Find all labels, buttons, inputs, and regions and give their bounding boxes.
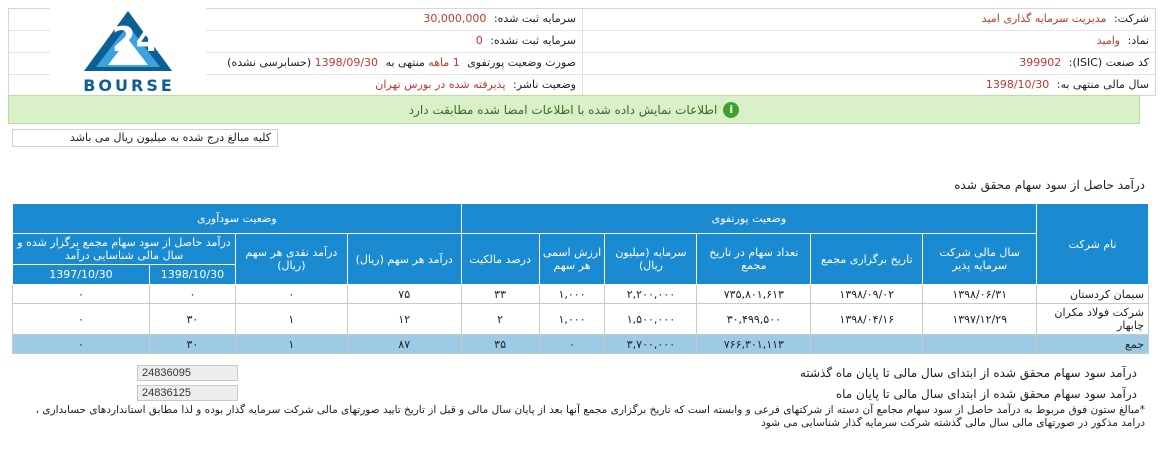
total-row [13,335,1149,354]
header-investment: سرمایه (میلیون ریال) [605,234,697,285]
footnote [5,404,1145,430]
row-investment: ۲,۲۰۰,۰۰۰ [605,285,697,304]
row-y1398: ۳۰ [149,304,235,335]
row-company[interactable]: سیمان کردستان [1037,285,1149,304]
row-dps: ۰ [235,285,347,304]
logo-numeral: 24 [112,20,160,60]
total-dps: ۱ [235,335,347,354]
company-label: شرکت: [1113,12,1149,25]
dividend-income-table [12,203,1149,354]
header-fiscal-year: سال مالی شرکت سرمایه پذیر [923,234,1037,285]
company-value[interactable]: مدیریت سرمایه گذاری امید [981,12,1107,25]
isic-cell [582,53,1155,74]
info-check-icon: i [723,102,739,118]
symbol-label: نماد: [1127,34,1149,47]
header-profit-group: وضعیت سودآوری [13,204,462,234]
total-label: جمع [1037,335,1149,354]
fiscal-cell [582,75,1155,96]
row-ownership: ۲ [461,304,539,335]
unregistered-capital-value: 0 [475,34,483,47]
total-shares: ۷۶۶,۳۰۱,۱۱۳ [697,335,811,354]
report-audit-status: (حسابرسی نشده) [227,56,312,69]
capital-label: سرمایه ثبت شده: [493,12,576,25]
header-ownership: درصد مالکیت [461,234,539,285]
total-eps: ۸۷ [347,335,461,354]
logo-mark-icon [50,3,206,79]
fiscal-label: سال مالی منتهی به: [1056,78,1149,91]
table-row [13,304,1149,335]
table-row [13,285,1149,304]
footnote-line-2: درامد مذکور در صورتهای مالی سال مالی گذشته شرکت سرمایه گذار شناسایی می شود [761,417,1145,429]
verification-banner [8,95,1140,124]
total-investment: ۳,۷۰۰,۰۰۰ [605,335,697,354]
curr-month-income-label: درآمد سود سهام محقق شده از ابتدای سال مالی تا پایان ماه [835,387,1137,401]
logo-text: BOURSE [83,76,175,95]
row-investment: ۱,۵۰۰,۰۰۰ [605,304,697,335]
header-year-1397: 1397/10/30 [13,265,150,285]
total-fiscal-year [923,335,1037,354]
row-fiscal-year: ۱۳۹۸/۰۶/۳۱ [923,285,1037,304]
report-date: 1398/09/30 [314,56,379,69]
isic-value: 399902 [1019,56,1062,69]
row-y1398: ۰ [149,285,235,304]
curr-month-income-field[interactable] [137,385,238,401]
footnote-line-1: *مبالغ ستون فوق مربوط به درآمد حاصل از سود سهام مجامع آن دسته از شرکتهای فرعی و وابسته است که تاریخ برگزاری مجمع آنها بعد از پایان سال مالی و قبل از تاریخ تایید صورتهای مالی شرکت سرمایه گذار بوده و لذا مطابق استانداردهای حسابداری ، [35,404,1145,416]
row-ownership: ۳۳ [461,285,539,304]
banner-text: اطلاعات نمایش داده شده با اطلاعات امضا شده مطابقت دارد [408,102,718,117]
header-dps: درآمد نقدی هر سهم (ریال) [235,234,347,285]
symbol-value[interactable]: وامید [1096,34,1121,47]
row-meeting-date: ۱۳۹۸/۰۹/۰۲ [811,285,923,304]
header-shares: تعداد سهام در تاریخ مجمع [697,234,811,285]
report-label: صورت وضعیت پورتفوی [467,56,576,69]
row-y1397: ۰ [13,304,150,335]
fiscal-value: 1398/10/30 [985,78,1050,91]
total-par-value: ۰ [539,335,605,354]
company-cell [582,9,1155,30]
prev-month-income-label: درآمد سود سهام محقق شده از ابتدای سال مالی تا پایان ماه گذشته [799,366,1137,380]
row-eps: ۷۵ [347,285,461,304]
row-company[interactable]: شرکت فولاد مکران چابهار [1037,304,1149,335]
total-y1397: ۰ [13,335,150,354]
header-par-value: ارزش اسمی هر سهم [539,234,605,285]
row-par-value: ۱,۰۰۰ [539,285,605,304]
total-ownership: ۳۵ [461,335,539,354]
isic-label: کد صنعت (ISIC): [1068,56,1149,69]
total-meeting-date [811,335,923,354]
header-eps: درآمد هر سهم (ریال) [347,234,461,285]
row-y1397: ۰ [13,285,150,304]
section-title: درآمد حاصل از سود سهام محقق شده [954,178,1145,192]
unit-note: کلیه مبالغ درج شده به میلیون ریال می باشد [12,129,278,147]
unregistered-capital-label: سرمایه ثبت نشده: [490,34,576,47]
header-meeting-date: تاریخ برگزاری مجمع [811,234,923,285]
row-shares: ۷۳۵,۸۰۱,۶۱۳ [697,285,811,304]
total-y1398: ۳۰ [149,335,235,354]
header-income-group: درآمد حاصل از سود سهام مجمع برگزار شده و سال مالی شناسایی درآمد [13,234,236,265]
header-year-1398: 1398/10/30 [149,265,235,285]
row-shares: ۳۰,۴۹۹,۵۰۰ [697,304,811,335]
report-period: 1 ماهه [428,56,460,69]
prev-month-income-field[interactable] [137,365,238,381]
row-dps: ۱ [235,304,347,335]
row-fiscal-year: ۱۳۹۷/۱۲/۲۹ [923,304,1037,335]
report-ending: منتهی به [385,56,425,69]
row-eps: ۱۲ [347,304,461,335]
capital-value: 30,000,000 [423,12,487,25]
publisher-value: پذیرفته شده در بورس تهران [375,78,506,91]
header-company: نام شرکت [1037,204,1149,285]
row-meeting-date: ۱۳۹۸/۰۴/۱۶ [811,304,923,335]
symbol-cell [582,31,1155,52]
header-portfolio-group: وضعیت پورتفوی [461,204,1037,234]
row-par-value: ۱,۰۰۰ [539,304,605,335]
publisher-label: وضعیت ناشر: [513,78,576,91]
